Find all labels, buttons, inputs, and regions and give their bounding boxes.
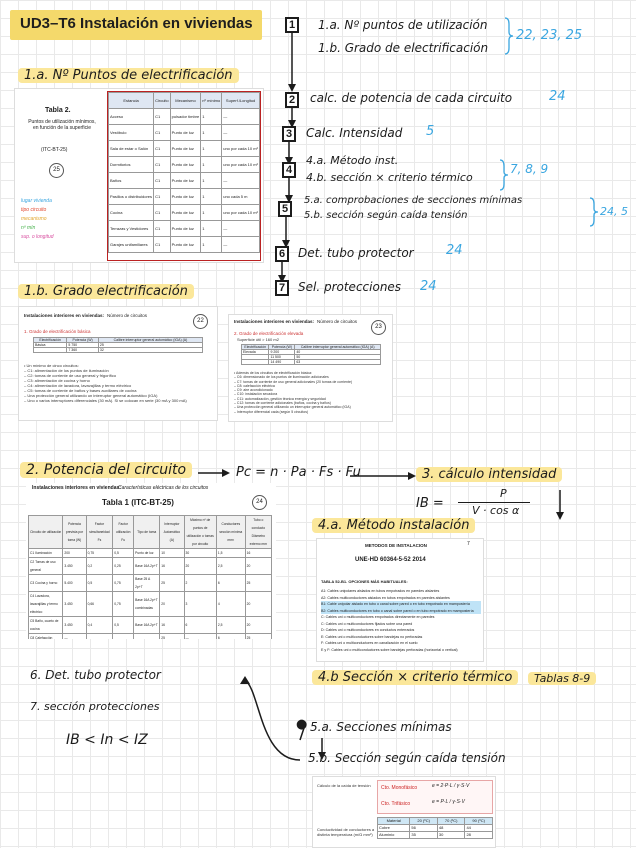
heading-1a: 1.a. Nº Puntos de electrificación xyxy=(18,68,239,83)
table-cell: 1,5 xyxy=(216,549,245,558)
step-4-ref: 7, 8, 9 xyxy=(510,162,549,176)
table-cell: Punto de luz xyxy=(170,173,201,189)
table-cell: Punto de luz xyxy=(170,141,201,157)
table-cell: Punto de luz xyxy=(170,189,201,205)
list-item: – C4: alimentación de lavadora, lavavajillas y termo eléctrico xyxy=(24,383,132,388)
heading-6: 6. Det. tubo protector xyxy=(30,668,161,682)
table-row xyxy=(109,125,260,141)
table-cell: C1 xyxy=(154,189,171,205)
method-option: B1: Cable unipolar aislado en tubo o canal sobre pared o en tubo empotrado en mampostería xyxy=(321,601,481,608)
table-cell: 0,2 xyxy=(86,558,113,575)
table-cell: 25 xyxy=(245,575,271,592)
column-header: 20 (ºC) xyxy=(410,818,438,825)
table-cell: 1 xyxy=(201,109,222,125)
table-cell: 0,4 xyxy=(86,617,113,634)
column-header: Superf./Longitud xyxy=(222,93,260,109)
list-item: – C8: calefacción eléctrica xyxy=(234,383,275,388)
table-cell: 30 xyxy=(437,832,465,839)
table-cell: 0,75 xyxy=(86,549,113,558)
table-cell: Punto de luz xyxy=(170,237,201,253)
table-cell: Base 16A 2p+T combinadas xyxy=(134,592,160,617)
heading-3: 3. cálculo intensidad xyxy=(416,467,562,482)
table-cell: 25 xyxy=(98,343,202,348)
doc-section: 2. Grado de electrificación elevada xyxy=(234,331,304,336)
doc-table-2-legend xyxy=(21,197,54,242)
list-item: – C11: automatización, gestión técnica energía y seguridad xyxy=(234,396,326,401)
table-header-row xyxy=(34,338,203,343)
list-item: – Una protección general utilizando un interruptor general automático (IGA) xyxy=(24,393,158,398)
current-formula-den: V · cos α xyxy=(472,504,520,517)
table-header-row xyxy=(242,345,381,350)
table-header-row xyxy=(29,516,272,549)
table-cell: Base 16A 2p+T xyxy=(134,558,160,575)
doc-high-electrification xyxy=(228,314,393,422)
table-row xyxy=(29,634,272,640)
doc-section: 1. Grado de electrificación básica xyxy=(24,329,91,334)
column-header: Circuito xyxy=(154,93,171,109)
column-header: 90 (ºC) xyxy=(465,818,493,825)
table-cell xyxy=(242,360,269,365)
table-row xyxy=(29,549,272,558)
doc-table-2-title: Tabla 2. xyxy=(45,107,71,114)
table-cell: Punto de luz xyxy=(134,549,160,558)
doc-title: METODOS DE INSTALACION xyxy=(365,543,427,548)
doc-table-2-grid xyxy=(107,91,261,261)
doc-table-2 xyxy=(14,88,264,263)
table-row xyxy=(29,617,272,634)
power-formula: Pc = n · Pa · Fs · Fu xyxy=(236,465,361,480)
column-header: Electrificación xyxy=(34,338,67,343)
doc-basic-electrification xyxy=(18,306,218,421)
mono-label: Cto. Monofásico xyxy=(381,785,418,791)
table-row xyxy=(109,141,260,157)
doc-install-methods xyxy=(316,538,484,662)
doc-table-2-page: 25 xyxy=(49,163,64,178)
table-header-row xyxy=(109,93,260,109)
table-row xyxy=(109,221,260,237)
table-cell: — xyxy=(222,109,260,125)
column-header: Tipo de toma xyxy=(134,516,160,549)
table-cell: C1 Iluminación xyxy=(29,549,63,558)
method-options xyxy=(321,588,481,653)
table-cell: pulsador timbre xyxy=(170,109,201,125)
list-item: – C6: dimensionado de los puntos de iluminación adicionales xyxy=(234,375,329,380)
doc-header: Instalaciones interiores en viviendas: xyxy=(234,319,315,324)
step-1-ref: 22, 23, 25 xyxy=(516,28,583,43)
table-cell: Cocina xyxy=(109,205,154,221)
table-cell xyxy=(86,634,113,640)
list-item: – C9: aire acondicionado xyxy=(234,388,273,393)
table-cell: Vestíbulo xyxy=(109,125,154,141)
heading-7: 7. sección protecciones xyxy=(30,700,160,713)
step-7-text: Sel. protecciones xyxy=(298,280,402,294)
table-cell: Punto de luz xyxy=(170,205,201,221)
table-cell xyxy=(34,348,67,353)
table-row xyxy=(29,592,272,617)
doc-circuit-table xyxy=(28,515,272,639)
table-cell: C1 xyxy=(154,221,171,237)
table-cell: 6 xyxy=(184,617,216,634)
list-item: • Además de los circuitos de electrificación básica: xyxy=(234,371,313,375)
column-header: Tubo o conducto Diámetro externo mm xyxy=(245,516,271,549)
fraction-bar xyxy=(458,502,530,503)
step-5b-text: 5.b. sección según caída tensión xyxy=(304,210,468,221)
table-cell: 56 xyxy=(410,825,438,832)
table-cell: 30 xyxy=(184,549,216,558)
table-cell: 35 xyxy=(410,832,438,839)
table-cell: Aluminio xyxy=(378,832,410,839)
table-cell: 25 xyxy=(160,575,184,592)
doc-page-num: 24 xyxy=(252,495,267,510)
list-item: – C2: tomas de corriente de uso general y frigorífico xyxy=(24,373,117,378)
legend-item: nº mín xyxy=(21,225,36,231)
step-2-ref: 24 xyxy=(549,89,566,104)
method-option: F: Cables uni o multiconductores en canalización en el suelo xyxy=(321,641,418,645)
column-header: Electrificación xyxy=(242,345,269,350)
method-option: A1: Cables unipolares aislados en tubos empotrados en paredes aislantes xyxy=(321,589,440,593)
table-cell: 200 xyxy=(63,549,86,558)
doc-page-num: 7 xyxy=(467,541,470,547)
table-header-row xyxy=(378,818,493,825)
table-cell: 44 xyxy=(465,825,493,832)
table-cell: uno cada 5 m xyxy=(222,189,260,205)
table-cell: 63 xyxy=(295,360,381,365)
doc-table-2-subtitle: Puntos de utilización mínimos, en función de la superficie xyxy=(28,119,96,131)
table-cell: 2 xyxy=(184,575,216,592)
table-row xyxy=(109,237,260,253)
list-item: – Interruptor diferencial cada (según 5 circuitos) xyxy=(234,409,309,414)
protection-formula: IB < In < IZ xyxy=(66,732,148,748)
table-cell: Dormitorios xyxy=(109,157,154,173)
method-option: B2: Cables multiconductores en tubo o canal sobre pared o en tubo empotrado en mampostería xyxy=(321,608,481,615)
step-1b-text: 1.b. Grado de electrificación xyxy=(318,41,489,55)
method-option: C: Cables uni o multiconductores empotrados directamente en paredes xyxy=(321,615,435,619)
table-cell: 5.400 xyxy=(63,575,86,592)
table-row xyxy=(109,173,260,189)
table-cell: 20 xyxy=(245,592,271,617)
doc-page-num: 23 xyxy=(371,320,386,335)
formula-box xyxy=(377,780,493,814)
table-cell: C2 Tomas de uso general xyxy=(29,558,63,575)
table-row xyxy=(378,825,493,832)
heading-5b: 5.b. Sección según caída tensión xyxy=(308,751,506,765)
doc-left-label-2: Conductividad de conductores a distinta temperatura (m/Ω mm²) xyxy=(317,827,375,837)
table-cell: 2,5 xyxy=(216,558,245,575)
table-row xyxy=(109,205,260,221)
table-cell: 0,5 xyxy=(113,549,134,558)
method-option: E: Cables uni o multiconductores sobre bandejas no perforadas xyxy=(321,634,423,639)
conductivity-table xyxy=(377,817,493,839)
list-item: – C10: instalación secadora xyxy=(234,392,278,397)
heading-4a: 4.a. Método instalación xyxy=(312,518,475,533)
step-5a-text: 5.a. comprobaciones de secciones mínimas xyxy=(304,195,523,206)
list-item: • Un mínimo de cinco circuitos: xyxy=(24,363,79,368)
table-cell xyxy=(113,634,134,640)
table-cell: Básica xyxy=(34,343,67,348)
table-row xyxy=(29,558,272,575)
heading-5a: 5.a. Secciones mínimas xyxy=(310,720,452,734)
current-formula-lhs: IB = xyxy=(416,496,444,511)
heading-4b: 4.b Sección × criterio térmico xyxy=(312,670,518,685)
tri-label: Cto. Trifásico xyxy=(381,801,411,807)
step-1a-text: 1.a. Nº puntos de utilización xyxy=(318,18,488,32)
table-cell: — xyxy=(222,173,260,189)
table-cell: 7 360 xyxy=(67,348,99,353)
table-cell: C1 xyxy=(154,237,171,253)
table-cell: 3.450 xyxy=(63,617,86,634)
step-3-ref: 5 xyxy=(426,124,435,139)
table-cell: 1 xyxy=(201,221,222,237)
heading-1b: 1.b. Grado electrificación xyxy=(18,284,194,299)
table-cell: C1 xyxy=(154,205,171,221)
table-cell: Cobre xyxy=(378,825,410,832)
column-header: Calibre interruptor general automático (IGA) (A) xyxy=(98,338,202,343)
table-cell: Pasillos o distribuidores xyxy=(109,189,154,205)
table-cell: 14 490 xyxy=(269,360,295,365)
table-cell: Punto de luz xyxy=(170,125,201,141)
table-cell: 0,75 xyxy=(113,575,134,592)
table-cell: — xyxy=(63,634,86,640)
legend-item: sup. o longitud xyxy=(21,234,54,240)
table-cell: 3.450 xyxy=(63,592,86,617)
table-cell: C3 Cocina y horno xyxy=(29,575,63,592)
table-cell: Acceso xyxy=(109,109,154,125)
doc-table-title: Tabla 1 (ITC-BT-25) xyxy=(102,498,174,507)
heading-4b-ref: Tablas 8-9 xyxy=(528,672,596,685)
step-4b-text: 4.b. sección × criterio térmico xyxy=(306,171,473,184)
list-item: – C7: tomas de corriente de uso general adicionales (20 tomas de corriente) xyxy=(234,379,353,384)
table-cell: Sala de estar o Salón xyxy=(109,141,154,157)
method-option: E y F: Cables uni o multiconductores sobre bandejas perforadas (horizontal o vertical) xyxy=(321,647,458,652)
list-item: – C5: tomas de corriente de baños y bases auxiliares de cocina xyxy=(24,388,137,393)
doc-electrification-table xyxy=(33,337,203,353)
table-cell: 16 xyxy=(160,617,184,634)
table-cell: C1 xyxy=(154,173,171,189)
step-2-text: calc. de potencia de cada circuito xyxy=(310,91,513,105)
table-cell: 3.450 xyxy=(63,558,86,575)
table-cell xyxy=(134,634,160,640)
table-cell: 11 500 xyxy=(269,355,295,360)
table-row xyxy=(34,348,203,353)
list-item: – C12: tomas de corriente adicionales (baños, cocina y baños) xyxy=(234,401,331,406)
table-cell: Baños xyxy=(109,173,154,189)
heading-2: 2. Potencia del circuito xyxy=(20,462,192,478)
table-cell: 2,5 xyxy=(216,617,245,634)
method-option: D: Cables uni o multiconductores en conductos enterrados xyxy=(321,628,415,632)
table-cell: 16 xyxy=(160,558,184,575)
table-cell: 16 xyxy=(245,549,271,558)
method-option: C: Cables uni o multiconductores fijados sobre una pared xyxy=(321,621,413,626)
table-cell: 0,5 xyxy=(113,617,134,634)
table-cell: C1 xyxy=(154,109,171,125)
doc-header-sub: Características eléctricas de los circuitos xyxy=(118,485,209,491)
legend-item: tipo circuito xyxy=(21,207,47,213)
table-row xyxy=(109,189,260,205)
legend-item: lugar vivienda xyxy=(21,198,52,204)
column-header: Factor simultaneidad Fs xyxy=(86,516,113,549)
column-header: nº mínimo xyxy=(201,93,222,109)
doc-left-label-1: Cálculo de la caída de tensión xyxy=(317,783,371,788)
method-option: A2: Cables multiconductores aislados en tubos empotrados en paredes aislantes xyxy=(321,595,450,600)
page-title: UD3–T6 Instalación en viviendas xyxy=(20,15,253,32)
table-cell: 20 xyxy=(184,558,216,575)
step-box-5: 5 xyxy=(278,201,292,217)
doc-page-num: 22 xyxy=(193,314,208,329)
table-cell: 9 200 xyxy=(269,350,295,355)
table-cell: 40 xyxy=(295,350,381,355)
table-cell: 0,25 xyxy=(113,558,134,575)
table-cell: 0,75 xyxy=(113,592,134,617)
table-cell: 50 xyxy=(295,355,381,360)
doc-norm: UNE-HD 60364-5-52 2014 xyxy=(355,557,426,563)
doc-bullets xyxy=(234,371,392,414)
step-box-4: 4 xyxy=(282,162,296,178)
table-cell: C1 xyxy=(154,157,171,173)
table-cell: 4 xyxy=(216,592,245,617)
table-cell: 20 xyxy=(160,592,184,617)
table-cell: 1 xyxy=(201,173,222,189)
step-box-7: 7 xyxy=(275,280,289,296)
table-cell: uno por cada 10 m² xyxy=(222,205,260,221)
table-row xyxy=(29,575,272,592)
table-cell: — xyxy=(222,221,260,237)
table-cell: 1 xyxy=(201,157,222,173)
list-item: – Uno o varios interruptores diferenciales (30 mA). Si se colocan en serie (30 mA y 300 mA) xyxy=(24,398,187,403)
table-cell: 1 xyxy=(201,237,222,253)
column-header: Interruptor Automático (A) xyxy=(160,516,184,549)
table-cell: 25 xyxy=(160,634,184,640)
table-cell: 1 xyxy=(201,205,222,221)
table-cell: 20 xyxy=(245,617,271,634)
table-cell: 1 xyxy=(201,189,222,205)
doc-table-1 xyxy=(26,483,276,639)
table-cell: 10 xyxy=(160,549,184,558)
column-header: Potencia (W) xyxy=(67,338,99,343)
table-row xyxy=(109,157,260,173)
step-box-3: 3 xyxy=(282,126,296,142)
circle-marker: ● xyxy=(296,717,308,732)
doc-table-2-code: (ITC-BT-25) xyxy=(41,147,68,153)
table-cell: 5 750 xyxy=(67,343,99,348)
doc-header: Instalaciones interiores en viviendas: xyxy=(24,313,105,318)
column-header: Máximo nº de puntos de utilización o tomas por circuito xyxy=(184,516,216,549)
step-box-1: 1 xyxy=(285,17,299,33)
table-cell: uno por cada 10 m² xyxy=(222,157,260,173)
step-box-6: 6 xyxy=(275,246,289,262)
column-header: Calibre interruptor general automático (IGA) (A) xyxy=(295,345,381,350)
table-cell: 20 xyxy=(245,558,271,575)
current-formula-num: P xyxy=(500,487,507,500)
table-cell: — xyxy=(222,237,260,253)
table-cell: 6 xyxy=(216,575,245,592)
table-cell: 48 xyxy=(437,825,465,832)
table-cell: 25 xyxy=(245,634,271,640)
step-7-ref: 24 xyxy=(420,279,437,294)
table-row xyxy=(242,360,381,365)
table-cell: — xyxy=(222,125,260,141)
table-cell: Garajes unifamiliares xyxy=(109,237,154,253)
table-cell: 0,5 xyxy=(86,575,113,592)
tri-formula: e = P·L / γ·S·V xyxy=(432,799,465,805)
table-cell: 28 xyxy=(465,832,493,839)
doc-header: Instalaciones interiores en viviendas: xyxy=(32,485,121,491)
table-cell: 32 xyxy=(98,348,202,353)
list-item: – C1: alimentación de los puntos de iluminación xyxy=(24,368,109,373)
doc-bullets xyxy=(24,363,214,403)
legend-item: mecanismo xyxy=(21,216,47,222)
table-cell: Punto de luz xyxy=(170,221,201,237)
step-6-text: Det. tubo protector xyxy=(298,246,414,260)
doc-voltage-drop xyxy=(312,776,496,848)
table-cell: 1 xyxy=(201,125,222,141)
table-cell: C1 xyxy=(154,141,171,157)
doc-header-sub: Número de circuitos xyxy=(317,319,358,324)
table-row xyxy=(378,832,493,839)
mono-formula: e = 2·P·L / γ·S·V xyxy=(432,783,470,789)
column-header: Circuito de utilización xyxy=(29,516,63,549)
table-cell: Base 16A 2p+T xyxy=(134,617,160,634)
column-header: Estancia xyxy=(109,93,154,109)
doc-table-title: TABLA 52-B1. OPCIONES MÁS HABITUALES: xyxy=(321,579,408,584)
table-cell: C4 Lavadora, lavavajillas y termo eléctrico xyxy=(29,592,63,617)
table-cell: C8 Calefacción xyxy=(29,634,63,640)
step-3-text: Calc. Intensidad xyxy=(306,126,403,140)
step-5-ref: 24, 5 xyxy=(600,205,628,218)
doc-header-sub: Número de circuitos xyxy=(107,313,148,318)
table-cell: C5 Baño, cuarto de cocina xyxy=(29,617,63,634)
table-cell: 3 xyxy=(184,592,216,617)
table-cell: C1 xyxy=(154,125,171,141)
step-4a-text: 4.a. Método inst. xyxy=(306,154,399,167)
table-cell: Terrazas y Vestidores xyxy=(109,221,154,237)
table-row xyxy=(109,109,260,125)
doc-electrification-table xyxy=(241,344,381,365)
table-cell: uno por cada 10 m² xyxy=(222,141,260,157)
table-cell: — xyxy=(184,634,216,640)
column-header: Material xyxy=(378,818,410,825)
table-cell: 6 xyxy=(216,634,245,640)
list-item: – Una protección general utilizando un interruptor general automático (IGA) xyxy=(234,405,351,410)
table-cell: Punto de luz xyxy=(170,157,201,173)
table-cell: Base 25 A 2p+T xyxy=(134,575,160,592)
table-cell: 0,66 xyxy=(86,592,113,617)
step-6-ref: 24 xyxy=(446,243,463,258)
column-header: Factor utilización Fu xyxy=(113,516,134,549)
step-box-2: 2 xyxy=(285,92,299,108)
column-header: 70 (ºC) xyxy=(437,818,465,825)
list-item: – C3: alimentación de cocina y horno xyxy=(24,378,90,383)
doc-note: Superficie útil > 160 m2 xyxy=(237,337,279,342)
table-cell: Elevada xyxy=(242,350,269,355)
column-header: Potencia prevista por toma (W) xyxy=(63,516,86,549)
table-cell: 1 xyxy=(201,141,222,157)
column-header: Potencia (W) xyxy=(269,345,295,350)
column-header: Mecanismo xyxy=(170,93,201,109)
column-header: Conductores sección mínima mm² xyxy=(216,516,245,549)
